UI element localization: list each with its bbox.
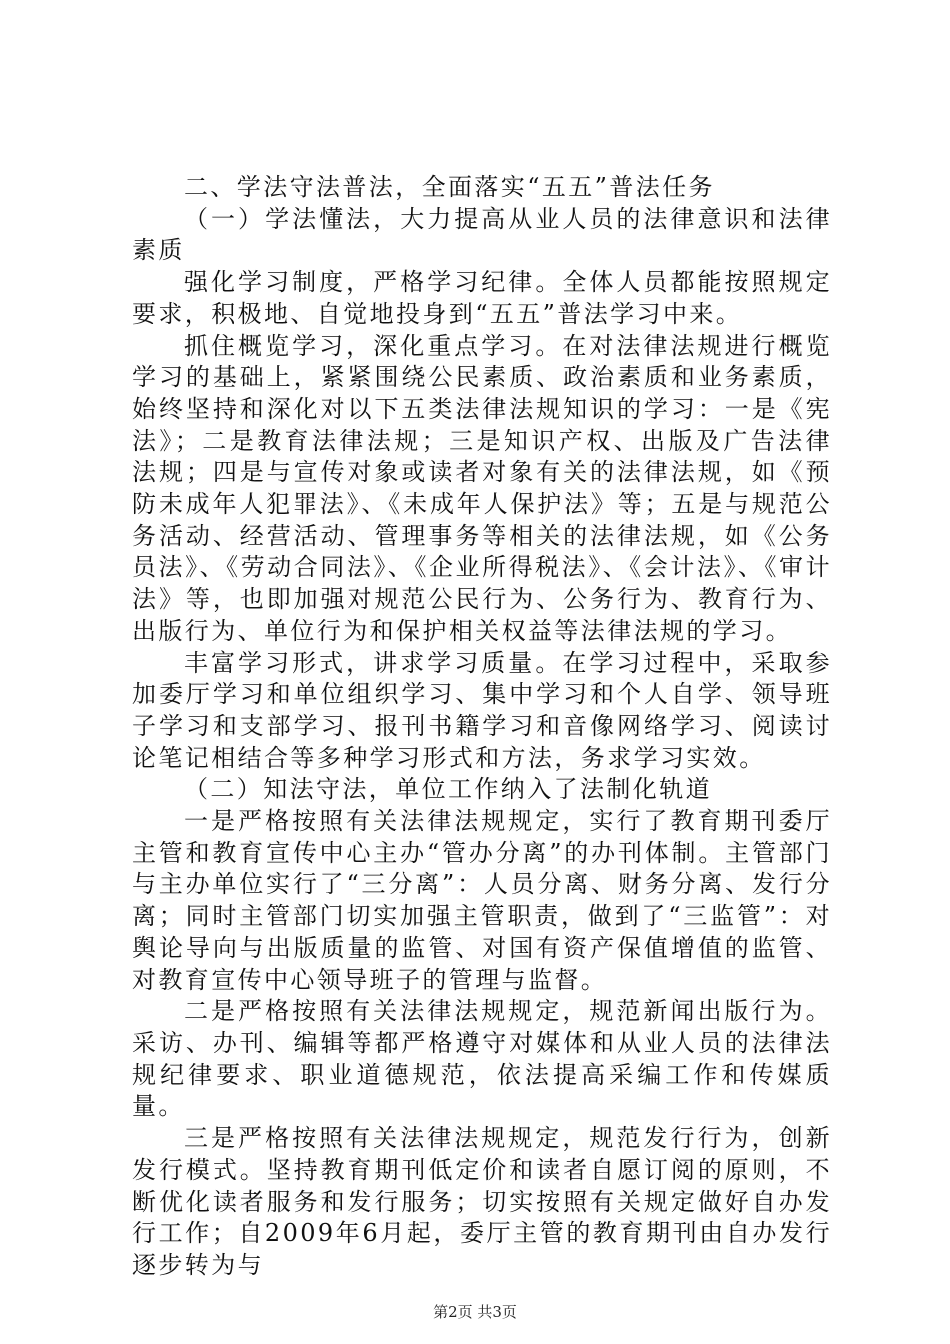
paragraph-study-system: 强化学习制度，严格学习纪律。全体人员都能按照规定要求，积极地、自觉地投身到“五五”普法学习中来。	[132, 268, 832, 328]
page-number: 第2页 共3页	[433, 1303, 517, 1321]
paragraph-item-2: 二是严格按照有关法律法规规定，规范新闻出版行为。采访、办刊、编辑等都严格遵守对媒体和从业人员的法律法规纪律要求、职业道德规范，依法提高采编工作和传媒质量。	[132, 997, 832, 1121]
document-body	[132, 172, 832, 1282]
page-footer	[0, 1301, 950, 1322]
paragraph-study-forms: 丰富学习形式，讲求学习质量。在学习过程中，采取参加委厅学习和单位组织学习、集中学习和个人自学、领导班子学习和支部学习、报刊书籍学习和音像网络学习、阅读讨论笔记相结合等多种学习形式和方法，务求学习实效。	[132, 648, 832, 772]
paragraph-key-study: 抓住概览学习，深化重点学习。在对法律法规进行概览学习的基础上，紧紧围绕公民素质、政治素质和业务素质，始终坚持和深化对以下五类法律法规知识的学习：一是《宪法》；二是教育法律法规；三是知识产权、出版及广告法律法规；四是与宣传对象或读者对象有关的法律法规，如《预防未成年人犯罪法》、《未成年人保护法》等；五是与规范公务活动、经营活动、管理事务等相关的法律法规，如《公务员法》、《劳动合同法》、《企业所得税法》、《会计法》、《审计法》等，也即加强对规范公民行为、公务行为、教育行为、出版行为、单位行为和保护相关权益等法律法规的学习。	[132, 331, 832, 645]
paragraph-item-1: 一是严格按照有关法律法规规定，实行了教育期刊委厅主管和教育宣传中心主办“管办分离”的办刊体制。主管部门与主办单位实行了“三分离”：人员分离、财务分离、发行分离；同时主管部门切实加强主管职责，做到了“三监管”：对舆论导向与出版质量的监管、对国有资产保值增值的监管、对教育宣传中心领导班子的管理与监督。	[132, 807, 832, 994]
subsection-heading-1: （一）学法懂法，大力提高从业人员的法律意识和法律素质	[132, 204, 832, 265]
paragraph-item-3: 三是严格按照有关法律法规规定，规范发行行为，创新发行模式。坚持教育期刊低定价和读者自愿订阅的原则，不断优化读者服务和发行服务；切实按照有关规定做好自办发行工作；自2009年6月起，委厅主管的教育期刊由自办发行逐步转为与	[132, 1124, 832, 1279]
section-heading-2: 二、学法守法普法，全面落实“五五”普法任务	[184, 173, 715, 201]
subsection-heading-2: （二）知法守法，单位工作纳入了法制化轨道	[184, 775, 712, 804]
